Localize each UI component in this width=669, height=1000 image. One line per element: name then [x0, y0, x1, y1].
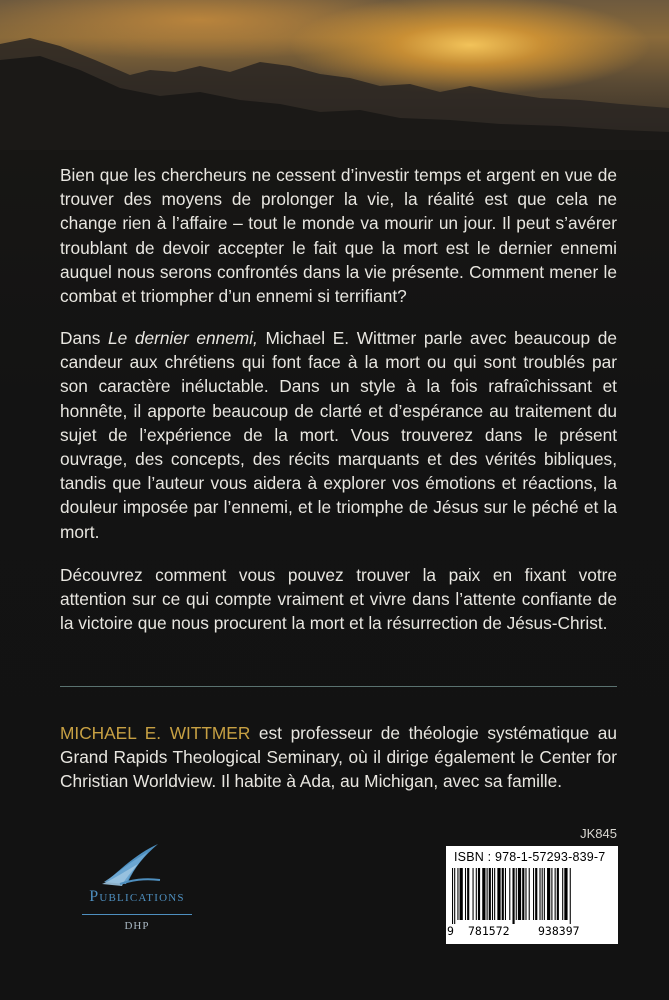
- publisher-name: Publications: [89, 888, 185, 905]
- barcode-bar: [505, 868, 506, 920]
- barcode-digit-prefix: 9: [447, 924, 454, 938]
- barcode-bar: [564, 868, 567, 920]
- bird-wings-icon: [100, 840, 164, 886]
- barcode-bar: [452, 868, 453, 924]
- barcode-bar: [473, 868, 474, 920]
- barcode-bar: [547, 868, 550, 920]
- barcode-bar: [522, 868, 524, 920]
- product-code: JK845: [580, 826, 617, 841]
- barcode-bar: [497, 868, 500, 920]
- barcode-bar: [502, 868, 504, 920]
- barcode-bar: [542, 868, 543, 920]
- description-paragraph-3: Découvrez comment vous pouvez trouver la paix en fixant votre attention sur ce qui compte vraiment et vivre dans l’attente confiante de la victoire que nous procurent la mort et la résurrection de Jésus-Christ.: [60, 565, 617, 634]
- barcode-bar: [529, 868, 530, 920]
- barcode-bar: [494, 868, 495, 920]
- paragraph-rest: Michael E. Wittmer parle avec beaucoup de candeur aux chrétiens qui font face à la mort ou qui sont troublés par son caractère inéluctable. Dans un style à la fois rafraîchissant et honnête, il apporte beaucoup de clarté et d’espérance au traitement du sujet de l’expérience de la mort. Vous trouverez dans le présent ouvrage, des concepts, des récits marquants et des vérités bibliques, tandis que l’auteur vous aidera à explorer vos émotions et réactions, la douleur imposée par l’ennemi, et le triomphe de Jésus sur le péché et la mort.: [60, 328, 617, 542]
- author-name: MICHAEL E. WITTMER: [60, 723, 251, 743]
- barcode-bar: [509, 868, 510, 920]
- barcode-bar: [512, 868, 514, 924]
- barcode-bar: [467, 868, 469, 920]
- logo-rule: [82, 914, 192, 915]
- barcode-bar: [557, 868, 559, 920]
- barcode-bar: [489, 868, 491, 920]
- barcode-bar: [476, 868, 477, 920]
- barcode-bar: [478, 868, 480, 920]
- barcode-bar: [460, 868, 463, 920]
- barcode-bar: [492, 868, 493, 920]
- barcode-bar: [465, 868, 466, 920]
- barcode-bar: [562, 868, 563, 920]
- barcode-bar: [454, 868, 455, 924]
- barcode-bar: [457, 868, 458, 920]
- author-bio: [60, 721, 617, 794]
- barcode-bar: [487, 868, 488, 920]
- barcode-icon: [452, 868, 612, 924]
- barcode-bar: [570, 868, 571, 924]
- barcode-bar: [516, 868, 517, 920]
- barcode-bar: [544, 868, 545, 920]
- publisher-imprint: DHP: [124, 920, 150, 932]
- barcode-digits-left: 781572: [468, 924, 510, 938]
- isbn-text: ISBN : 978-1-57293-839-7: [454, 850, 606, 864]
- author-bio-text: est professeur de théologie systématique au Grand Rapids Theological Seminary, où il dirige également le Center for Christian Worldview. Il habite à Ada, au Michigan, avec sa famille.: [60, 723, 617, 792]
- barcode-bar: [518, 868, 521, 920]
- barcode-bar: [555, 868, 556, 920]
- barcode-bar: [482, 868, 485, 920]
- paragraph-prefix: Dans: [60, 328, 109, 348]
- barcode-bar: [539, 868, 540, 920]
- barcode-bar: [533, 868, 534, 920]
- barcode-bar: [525, 868, 526, 920]
- barcode-digits-right: 938397: [538, 924, 580, 938]
- book-title-italic: Le dernier ennemi,: [108, 328, 258, 348]
- barcode-bar: [551, 868, 552, 920]
- publisher-logo: [72, 840, 202, 940]
- barcode-bar: [535, 868, 537, 920]
- description-paragraph-1: Bien que les chercheurs ne cessent d’investir temps et argent en vue de trouver des moyens de prolonger la vie, la réalité est que cela ne change rien à l’affaire – tout le monde va mourir un jour. Il peut s’avérer troublant de devoir accepter le fait que la mort est le dernier ennemi auquel nous serons confrontés dans la vie présente. Comment mener le combat et triompher d’un ennemi si terrifiant?: [60, 165, 617, 307]
- description-paragraph-2: [60, 326, 617, 544]
- section-divider: [60, 686, 617, 687]
- barcode-label: [446, 846, 618, 944]
- mountain-silhouette-image: [0, 0, 669, 170]
